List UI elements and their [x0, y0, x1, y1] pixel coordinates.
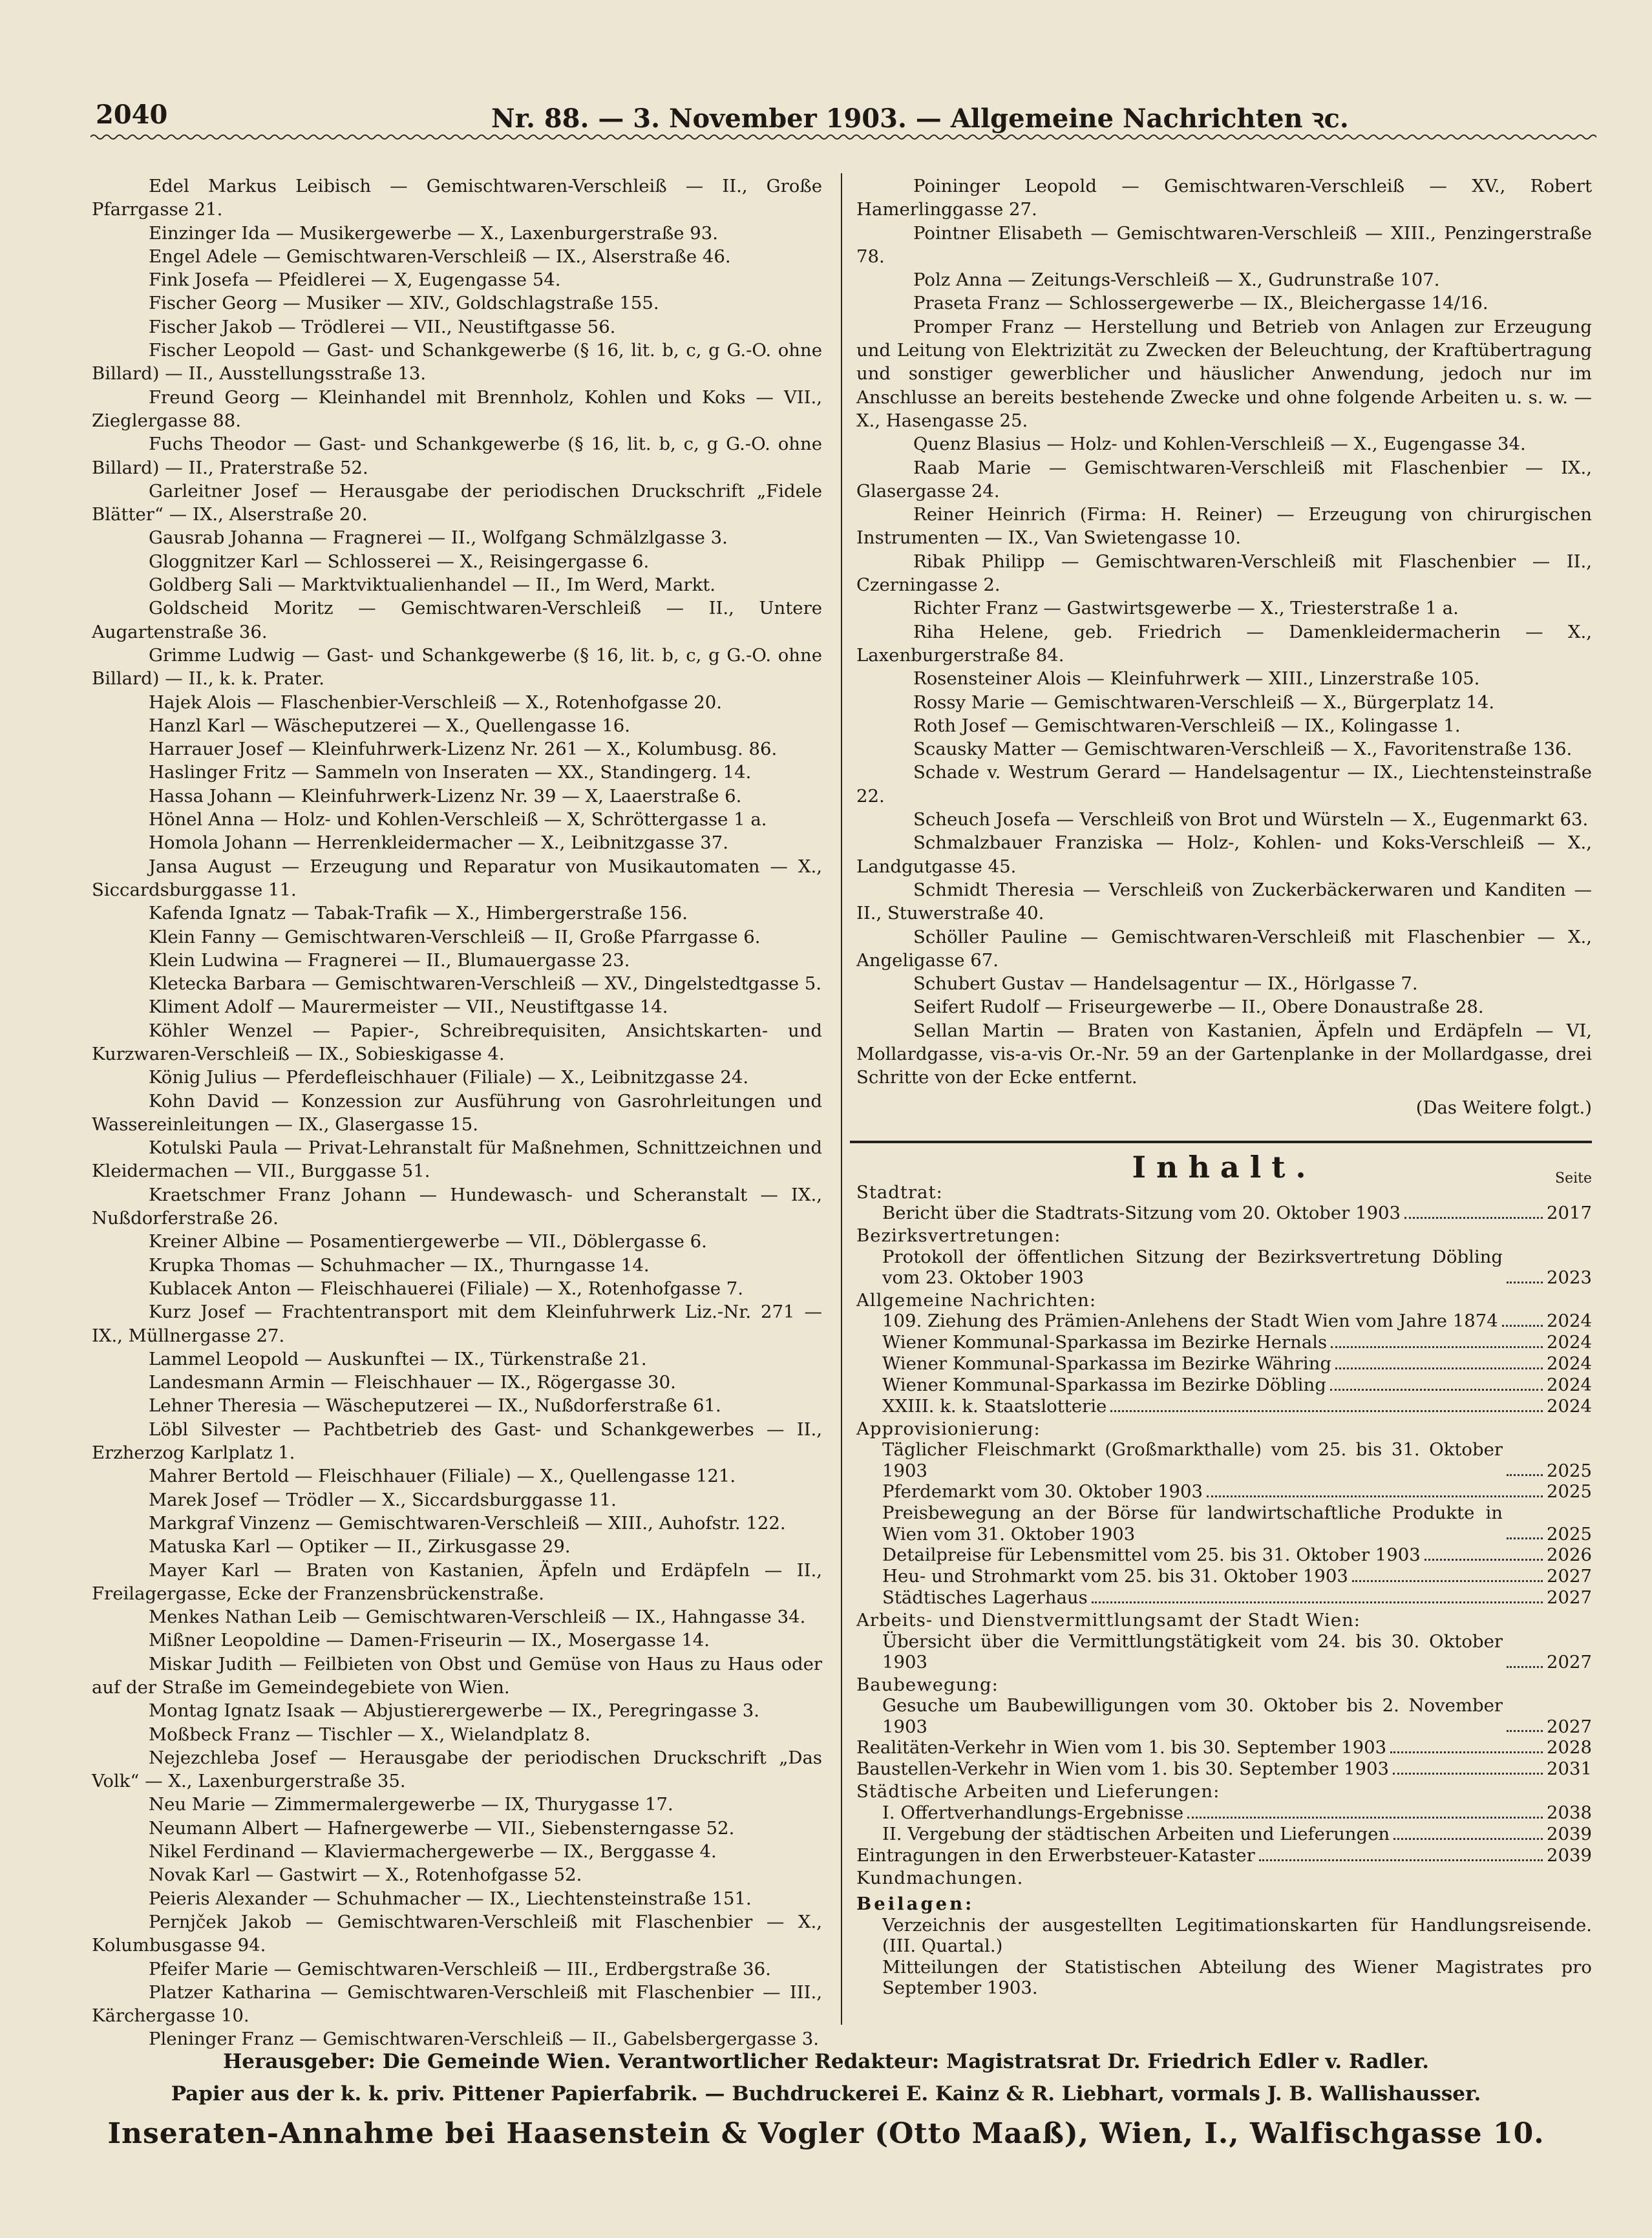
toc-entry-title: Detailpreise für Lebensmittel vom 25. bis 31. Oktober 1903	[882, 1545, 1421, 1565]
toc-entry-title: Wiener Kommunal-Sparkassa im Bezirke Währing	[882, 1353, 1331, 1374]
registry-entry: Kreiner Albine — Posamentiergewerbe — VII., Döblergasse 6.	[149, 1231, 707, 1252]
registry-entry: Fink Josefa — Pfeidlerei — X, Eugengasse 54.	[149, 269, 561, 291]
registry-entry: Matuska Karl — Optiker — II., Zirkusgasse 29.	[149, 1536, 571, 1557]
toc-entry-page: 2039	[1547, 1823, 1592, 1844]
registry-entry: Homola Johann — Herrenkleidermacher — X., Leibnitzgasse 37.	[149, 832, 729, 854]
toc-entry	[856, 1845, 1592, 1866]
toc-dot-leader	[1507, 1666, 1543, 1668]
registry-entry: Schade v. Westrum Gerard — Handelsagentur — IX., Liechtensteinstraße 22.	[856, 762, 1592, 807]
toc-dot-leader	[1330, 1389, 1543, 1391]
toc-entry-page: 2027	[1547, 1652, 1592, 1673]
toc-entry	[856, 1695, 1592, 1737]
toc-entry-page: 2027	[1547, 1566, 1592, 1587]
toc-entry-page: 2025	[1547, 1481, 1592, 1502]
registry-entry: Kublacek Anton — Fleischhauerei (Filiale) — X., Rotenhofgasse 7.	[149, 1278, 744, 1299]
toc-title	[856, 1150, 1592, 1187]
registry-entry: Klein Fanny — Gemischtwaren-Verschleiß — II, Große Pfarrgasse 6.	[149, 926, 761, 947]
registry-entry: Kletecka Barbara — Gemischtwaren-Verschleiß — XV., Dingelstedtgasse 5.	[149, 973, 822, 995]
running-title: Nr. 88. — 3. November 1903. — Allgemeine Nachrichten ꝛc.	[491, 103, 1349, 134]
registry-entry: Richter Franz — Gastwirtsgewerbe — X., Triesterstraße 1 a.	[913, 598, 1459, 619]
registry-entry: Hanzl Karl — Wäscheputzerei — X., Quellengasse 16.	[149, 715, 630, 736]
registry-entry: Lammel Leopold — Auskunftei — IX., Türkenstraße 21.	[149, 1348, 647, 1369]
toc-entry-title: Protokoll der öffentlichen Sitzung der Bezirksvertretung Döbling vom 23. Oktober 1903	[882, 1246, 1503, 1288]
footer-advertising: Inseraten-Annahme bei Haasenstein & Vogler (Otto Maaß), Wien, I., Walfischgasse 10.	[107, 2117, 1545, 2150]
registry-entry: Fischer Leopold — Gast- und Schankgewerbe (§ 16, lit. b, c, g G.-O. ohne Billard) — II., Ausstellungsstraße 13.	[92, 340, 822, 385]
toc-section-label: Stadtrat:	[856, 1181, 943, 1203]
toc-entry	[856, 1824, 1592, 1845]
toc-page-label: Seite	[1555, 1170, 1592, 1187]
registry-entry: Miskar Judith — Feilbieten von Obst und Gemüse von Haus zu Haus oder auf der Straße im Gemeindegebiete von Wien.	[92, 1653, 822, 1698]
toc-section-label: Kundmachungen.	[856, 1867, 1024, 1888]
toc-entry-page: 2038	[1547, 1802, 1592, 1823]
toc-entry	[856, 1802, 1592, 1824]
toc-dot-leader	[1331, 1346, 1543, 1348]
toc-dot-leader	[1507, 1282, 1543, 1283]
toc-entry-page: 2024	[1547, 1353, 1592, 1374]
registry-entry: Schmalzbauer Franziska — Holz-, Kohlen- und Koks-Verschleiß — X., Landgutgasse 45.	[856, 832, 1592, 877]
registry-entry: Schubert Gustav — Handelsagentur — IX., Hörlgasse 7.	[913, 973, 1418, 995]
registry-entry: Scausky Matter — Gemischtwaren-Verschleiß — X., Favoritenstraße 136.	[913, 739, 1573, 760]
registry-entry: Nikel Ferdinand — Klaviermachergewerbe — IX., Berggasse 4.	[149, 1841, 717, 1863]
toc-entry	[856, 1545, 1592, 1566]
registry-entry: Novak Karl — Gastwirt — X., Rotenhofgasse 52.	[149, 1864, 582, 1886]
toc-section-label: Baubewegung:	[856, 1674, 999, 1695]
registry-entry: Engel Adele — Gemischtwaren-Verschleiß — IX., Alserstraße 46.	[149, 246, 731, 267]
registry-entry: Jansa August — Erzeugung und Reparatur von Musikautomaten — X., Siccardsburggasse 11.	[92, 856, 822, 900]
toc-entry-title: Heu- und Strohmarkt vom 25. bis 31. Oktober 1903	[882, 1566, 1348, 1587]
registry-entry: Nejezchleba Josef — Herausgabe der periodischen Druckschrift „Das Volk“ — X., Laxenburgerstraße 35.	[92, 1747, 822, 1792]
registry-entry: Neu Marie — Zimmermalergewerbe — IX, Thurygasse 17.	[149, 1794, 673, 1815]
toc-entry-page: 2024	[1547, 1395, 1592, 1417]
toc-dot-leader	[1502, 1325, 1543, 1327]
registry-entry: Mißner Leopoldine — Damen-Friseurin — IX., Mosergasse 14.	[149, 1630, 710, 1651]
registry-entry: Einzinger Ida — Musikergewerbe — X., Laxenburgerstraße 93.	[149, 222, 719, 244]
toc-entry-title: Übersicht über die Vermittlungstätigkeit vom 24. bis 30. Oktober 1903	[882, 1631, 1503, 1673]
registry-entry: Montag Ignatz Isaak — Abjustierergewerbe — IX., Peregringasse 3.	[149, 1700, 760, 1722]
registry-entry: Harrauer Josef — Kleinfuhrwerk-Lizenz Nr. 261 — X., Kolumbusg. 86.	[149, 739, 778, 760]
toc-dot-leader	[1259, 1859, 1543, 1861]
toc-entry-page: 2024	[1547, 1311, 1592, 1331]
registry-entry: Schöller Pauline — Gemischtwaren-Verschleiß mit Flaschenbier — X., Angeligasse 67.	[856, 926, 1592, 971]
registry-entry: Hassa Johann — Kleinfuhrwerk-Lizenz Nr. 39 — X, Laaerstraße 6.	[149, 785, 742, 807]
registry-entry: Goldscheid Moritz — Gemischtwaren-Verschleiß — II., Untere Augartenstraße 36.	[92, 598, 822, 642]
toc-beilagen-label: Beilagen:	[856, 1894, 975, 1914]
toc-dot-leader	[1335, 1367, 1543, 1369]
registry-entry: Moßbeck Franz — Tischler — X., Wielandplatz 8.	[149, 1724, 591, 1745]
toc-entry-title: Baustellen-Verkehr in Wien vom 1. bis 30. September 1903	[856, 1758, 1389, 1779]
toc-entry-title: Täglicher Fleischmarkt (Großmarkthalle) vom 25. bis 31. Oktober 1903	[882, 1439, 1503, 1481]
toc-entry-title: XXIII. k. k. Staatslotterie	[882, 1395, 1107, 1417]
toc-entry-title: Wiener Kommunal-Sparkassa im Bezirke Döbling	[882, 1374, 1326, 1395]
registry-entry: Gausrab Johanna — Fragnerei — II., Wolfgang Schmälzlgasse 3.	[149, 527, 728, 549]
registry-entry: Fischer Georg — Musiker — XIV., Goldschlagstraße 155.	[149, 293, 659, 314]
continuation-note: (Das Weitere folgt.)	[1415, 1097, 1592, 1118]
registry-entry: Mayer Karl — Braten von Kastanien, Äpfeln und Erdäpfeln — II., Freilagergasse, Ecke der Franzensbrückenstraße.	[92, 1559, 822, 1604]
toc-beilage: Verzeichnis der ausgestellten Legitimationskarten für Handlungsreisende. (III. Quartal.)	[882, 1914, 1592, 1956]
toc-entry-page: 2026	[1547, 1545, 1592, 1565]
registry-entry: Krupka Thomas — Schuhmacher — IX., Thurngasse 14.	[149, 1254, 650, 1276]
registry-entry: Haslinger Fritz — Sammeln von Inseraten — XX., Standingerg. 14.	[149, 762, 752, 783]
toc-dot-leader	[1393, 1773, 1543, 1775]
toc-entry-page: 2025	[1547, 1523, 1592, 1545]
toc-entry-title: Pferdemarkt vom 30. Oktober 1903	[882, 1481, 1203, 1502]
toc-entry-title: I. Offertverhandlungs-Ergebnisse	[882, 1802, 1184, 1823]
toc-section-label: Städtische Arbeiten und Lieferungen:	[856, 1781, 1220, 1802]
toc-dot-leader	[1507, 1537, 1543, 1539]
registry-entry: Gloggnitzer Karl — Schlosserei — X., Reisingergasse 6.	[149, 551, 650, 572]
registry-entry: Scheuch Josefa — Verschleiß von Brot und Würsteln — X., Eugenmarkt 63.	[913, 809, 1589, 830]
column-divider	[841, 173, 842, 2025]
section-separator	[850, 1141, 1592, 1143]
registry-entry: König Julius — Pferdefleischhauer (Filiale) — X., Leibnitzgasse 24.	[149, 1067, 749, 1088]
registry-entry: Polz Anna — Zeitungs-Verschleiß — X., Gudrunstraße 107.	[913, 269, 1440, 291]
registry-entry: Kafenda Ignatz — Tabak-Trafik — X., Himbergerstraße 156.	[149, 903, 688, 924]
toc-entry	[856, 1439, 1592, 1481]
toc-entry-title: II. Vergebung der städtischen Arbeiten und Lieferungen	[882, 1823, 1390, 1844]
toc-entry-title: Preisbewegung an der Börse für landwirtschaftliche Produkte in Wien vom 31. Oktober 1903	[882, 1503, 1503, 1545]
toc-entry-page: 2028	[1547, 1737, 1592, 1758]
toc-entry-page: 2027	[1547, 1716, 1592, 1737]
toc-entry	[856, 1375, 1592, 1396]
registry-entry: Sellan Martin — Braten von Kastanien, Äpfeln und Erdäpfeln — VI, Mollardgasse, vis-a-vis Or.-Nr. 59 an der Gartenplanke in der Mollardgasse, drei Schritte von der Ecke entfernt.	[856, 1020, 1592, 1088]
registry-entry: Marek Josef — Trödler — X., Siccardsburggasse 11.	[149, 1489, 617, 1510]
footer-printer: Papier aus der k. k. priv. Pittener Papierfabrik. — Buchdruckerei E. Kainz & R. Liebhart, vormals J. B. Wallishausser.	[171, 2082, 1481, 2106]
registry-entry: Edel Markus Leibisch — Gemischtwaren-Verschleiß — II., Große Pfarrgasse 21.	[92, 176, 822, 220]
toc-section-label: Allgemeine Nachrichten:	[856, 1289, 1097, 1311]
toc-entry-page: 2025	[1547, 1460, 1592, 1481]
registry-entry: Roth Josef — Gemischtwaren-Verschleiß — IX., Kolingasse 1.	[913, 715, 1461, 736]
registry-entry: Seifert Rudolf — Friseurgewerbe — II., Obere Donaustraße 28.	[913, 997, 1484, 1018]
toc-entry	[856, 1481, 1592, 1503]
toc-entry-title: Realitäten-Verkehr in Wien vom 1. bis 30. September 1903	[856, 1737, 1387, 1758]
registry-entry: Goldberg Sali — Marktviktualienhandel — II., Im Werd, Markt.	[149, 575, 716, 596]
toc-entry	[856, 1247, 1592, 1289]
registry-entry: Poininger Leopold — Gemischtwaren-Verschleiß — XV., Robert Hamerlinggasse 27.	[856, 176, 1592, 220]
registry-entry: Praseta Franz — Schlossergewerbe — IX., Bleichergasse 14/16.	[913, 293, 1488, 314]
toc-section-label: Approvisionierung:	[856, 1418, 1041, 1439]
registry-entry: Fuchs Theodor — Gast- und Schankgewerbe (§ 16, lit. b, c, g G.-O. ohne Billard) — II., Praterstraße 52.	[92, 434, 822, 478]
toc-entry	[856, 1758, 1592, 1780]
toc-dot-leader	[1092, 1601, 1543, 1603]
registry-entry: Raab Marie — Gemischtwaren-Verschleiß mit Flaschenbier — IX., Glasergasse 24.	[856, 457, 1592, 501]
registry-entry: Kurz Josef — Frachtentransport mit dem Kleinfuhrwerk Liz.-Nr. 271 — IX., Müllnergasse 27.	[92, 1302, 822, 1346]
table-of-contents	[856, 1150, 1592, 1999]
toc-dot-leader	[1352, 1580, 1543, 1582]
registry-entry: Schmidt Theresia — Verschleiß von Zuckerbäckerwaren und Kanditen — II., Stuwerstraße 40.	[856, 879, 1592, 924]
toc-section-label: Arbeits- und Dienstvermittlungsamt der Stadt Wien:	[856, 1610, 1361, 1631]
toc-entry	[856, 1332, 1592, 1353]
toc-entry-title: 109. Ziehung des Prämien-Anlehens der Stadt Wien vom Jahre 1874	[882, 1311, 1498, 1331]
toc-entry	[856, 1737, 1592, 1758]
toc-title-text: Inhalt.	[1132, 1150, 1317, 1185]
registry-entry: Garleitner Josef — Herausgabe der periodischen Druckschrift „Fidele Blätter“ — IX., Alserstraße 20.	[92, 480, 822, 525]
registry-entry: Kliment Adolf — Maurermeister — VII., Neustiftgasse 14.	[149, 997, 668, 1018]
registry-entry: Kotulski Paula — Privat-Lehranstalt für Maßnehmen, Schnittzeichnen und Kleidermachen — VII., Burggasse 51.	[92, 1137, 822, 1182]
toc-entry-page: 2024	[1547, 1374, 1592, 1395]
toc-entry	[856, 1566, 1592, 1587]
registry-entry: Peieris Alexander — Schuhmacher — IX., Liechtensteinstraße 151.	[149, 1888, 752, 1909]
registry-entry: Freund Georg — Kleinhandel mit Brennholz, Kohlen und Koks — VII., Zieglergasse 88.	[92, 386, 822, 431]
toc-entry-page: 2023	[1547, 1267, 1592, 1288]
toc-dot-leader	[1507, 1474, 1543, 1476]
toc-dot-leader	[1110, 1410, 1543, 1412]
footer-publisher: Herausgeber: Die Gemeinde Wien. Verantwortlicher Redakteur: Magistratsrat Dr. Friedrich Edler v. Radler.	[222, 2050, 1429, 2073]
registry-entry: Ribak Philipp — Gemischtwaren-Verschleiß mit Flaschenbier — II., Czerningasse 2.	[856, 551, 1592, 596]
toc-entry-page: 2039	[1547, 1844, 1592, 1866]
toc-entry-title: Eintragungen in den Erwerbsteuer-Kataster	[856, 1844, 1255, 1866]
toc-entry-title: Gesuche um Baubewilligungen vom 30. Oktober bis 2. November 1903	[882, 1695, 1503, 1737]
registry-entry: Pointner Elisabeth — Gemischtwaren-Verschleiß — XIII., Penzingerstraße 78.	[856, 222, 1592, 267]
registry-entry: Lehner Theresia — Wäscheputzerei — IX., Nußdorferstraße 61.	[149, 1395, 721, 1417]
registry-entry: Reiner Heinrich (Firma: H. Reiner) — Erzeugung von chirurgischen Instrumenten — IX., Van Swietengasse 10.	[856, 504, 1592, 549]
registry-entry: Platzer Katharina — Gemischtwaren-Verschleiß mit Flaschenbier — III., Kärchergasse 10.	[92, 1981, 822, 2027]
registry-entry: Pfeifer Marie — Gemischtwaren-Verschleiß — III., Erdbergstraße 36.	[149, 1958, 771, 1979]
registry-entry: Menkes Nathan Leib — Gemischtwaren-Verschleiß — IX., Hahngasse 34.	[149, 1607, 806, 1628]
registry-entry: Mahrer Bertold — Fleischhauer (Filiale) — X., Quellengasse 121.	[149, 1466, 736, 1487]
registry-entry: Hajek Alois — Flaschenbier-Verschleiß — X., Rotenhofgasse 20.	[149, 691, 722, 713]
toc-dot-leader	[1207, 1495, 1543, 1497]
registry-entry: Landesmann Armin — Fleischhauer — IX., Rögergasse 30.	[149, 1372, 676, 1393]
toc-section-label: Bezirksvertretungen:	[856, 1225, 1061, 1246]
toc-entry	[856, 1353, 1592, 1375]
registry-entry: Grimme Ludwig — Gast- und Schankgewerbe (§ 16, lit. b, c, g G.-O. ohne Billard) — II., k. k. Prater.	[92, 644, 822, 690]
toc-entry	[856, 1396, 1592, 1417]
registry-entry: Pernjček Jakob — Gemischtwaren-Verschleiß mit Flaschenbier — X., Kolumbusgasse 94.	[92, 1911, 822, 1956]
registry-entry: Kohn David — Konzession zur Ausführung von Gasrohrleitungen und Wassereinleitungen — IX., Glasergasse 15.	[92, 1090, 822, 1135]
registry-entry: Klein Ludwina — Fragnerei — II., Blumauergasse 23.	[149, 949, 630, 971]
toc-entry-title: Städtisches Lagerhaus	[882, 1587, 1088, 1608]
toc-dot-leader	[1390, 1751, 1543, 1753]
registry-entry: Köhler Wenzel — Papier-, Schreibrequisiten, Ansichtskarten- und Kurzwaren-Verschleiß — IX., Sobieskigasse 4.	[92, 1020, 822, 1064]
toc-body	[856, 1182, 1592, 1999]
toc-dot-leader	[1507, 1730, 1543, 1732]
toc-entry-title: Bericht über die Stadtrats-Sitzung vom 20. Oktober 1903	[882, 1203, 1401, 1223]
registry-entry: Hönel Anna — Holz- und Kohlen-Verschleiß — X, Schröttergasse 1 a.	[149, 809, 767, 830]
page-number: 2040	[96, 100, 168, 130]
registry-entry: Neumann Albert — Hafnergewerbe — VII., Siebensterngasse 52.	[149, 1817, 735, 1839]
toc-entry	[856, 1503, 1592, 1545]
toc-dot-leader	[1187, 1817, 1543, 1819]
toc-entry-title: Wiener Kommunal-Sparkassa im Bezirke Hernals	[882, 1331, 1328, 1353]
toc-entry-page: 2017	[1547, 1203, 1592, 1223]
registry-entry: Pleninger Franz — Gemischtwaren-Verschleiß — II., Gabelsbergergasse 3.	[149, 2029, 819, 2050]
toc-entry-page: 2024	[1547, 1331, 1592, 1353]
toc-dot-leader	[1424, 1559, 1543, 1561]
registry-entry: Kraetschmer Franz Johann — Hundewasch- und Scheranstalt — IX., Nußdorferstraße 26.	[92, 1184, 822, 1229]
left-column	[92, 174, 822, 2051]
registry-entry: Rosensteiner Alois — Kleinfuhrwerk — XIII., Linzerstraße 105.	[913, 668, 1480, 690]
registry-entry: Markgraf Vinzenz — Gemischtwaren-Verschleiß — XIII., Auhofstr. 122.	[149, 1512, 786, 1534]
toc-entry-page: 2031	[1547, 1758, 1592, 1779]
toc-dot-leader	[1393, 1838, 1543, 1840]
registry-entry: Promper Franz — Herstellung und Betrieb von Anlagen zur Erzeugung und Leitung von Elektrizität zu Zwecken der Beleuchtung, der Kraftübertragung und sonstiger gewerblicher und häuslicher Anwendung, jedoch nur im Anschlusse an bereits bestehende Zwecke und ohne folgende Arbeiten u. s. w. — X., Hasengasse 25.	[856, 316, 1592, 431]
registry-entry: Quenz Blasius — Holz- und Kohlen-Verschleiß — X., Eugengasse 34.	[913, 434, 1526, 455]
toc-entry-page: 2027	[1547, 1587, 1592, 1608]
toc-entry	[856, 1311, 1592, 1332]
right-column	[856, 174, 1592, 1119]
registry-entry: Löbl Silvester — Pachtbetrieb des Gast- und Schankgewerbes — II., Erzherzog Karlplatz 1.	[92, 1419, 822, 1464]
header-rule	[90, 132, 1596, 142]
registry-entry: Riha Helene, geb. Friedrich — Damenkleidermacherin — X., Laxenburgerstraße 84.	[856, 621, 1592, 666]
toc-entry	[856, 1631, 1592, 1673]
toc-entry	[856, 1203, 1592, 1224]
registry-entry: Rossy Marie — Gemischtwaren-Verschleiß — X., Bürgerplatz 14.	[913, 691, 1495, 713]
registry-entry: Fischer Jakob — Trödlerei — VII., Neustiftgasse 56.	[149, 316, 616, 337]
toc-entry	[856, 1587, 1592, 1609]
toc-dot-leader	[1404, 1217, 1543, 1219]
toc-beilage: Mitteilungen der Statistischen Abteilung des Wiener Magistrates pro September 1903.	[882, 1956, 1592, 1998]
